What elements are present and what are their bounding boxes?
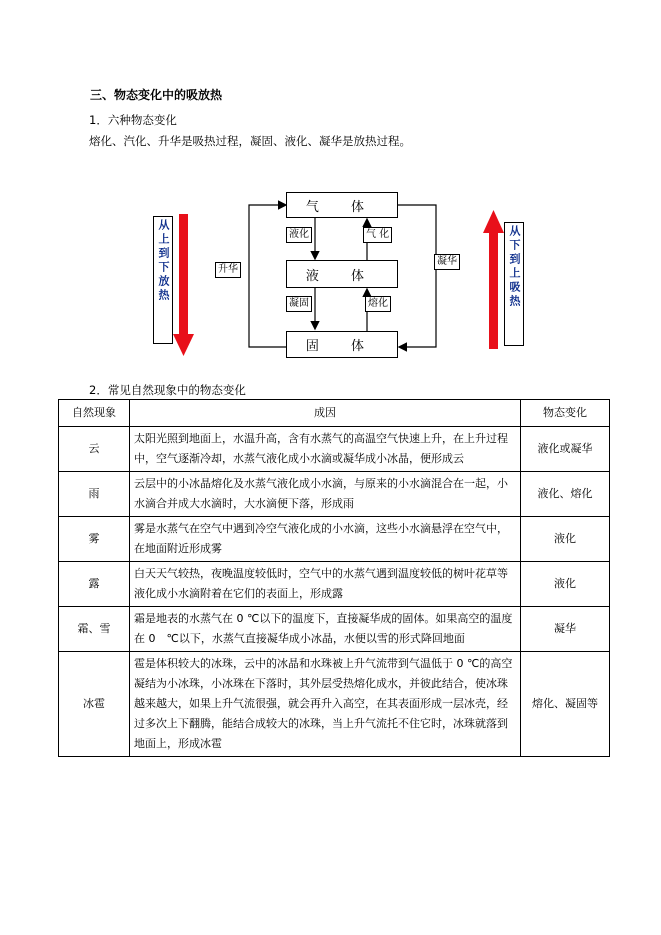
- natural-phenomena-table: [58, 399, 610, 757]
- header-cause: 成因: [130, 400, 521, 427]
- label-vaporize: 气 化: [363, 227, 392, 243]
- cell-change: 熔化、凝固等: [521, 652, 610, 757]
- cell-change: 液化: [521, 517, 610, 562]
- cell-phenomenon: 露: [59, 562, 130, 607]
- table-row: [59, 607, 610, 652]
- cell-change: 液化、熔化: [521, 472, 610, 517]
- label-solidify: 凝固: [286, 296, 312, 312]
- cell-change: 液化或凝华: [521, 427, 610, 472]
- cell-phenomenon: 霜、雪: [59, 607, 130, 652]
- state-box-liquid: 液 体: [286, 260, 398, 288]
- table-row: [59, 562, 610, 607]
- table-row: [59, 427, 610, 472]
- state-box-gas: 气 体: [286, 192, 398, 218]
- cell-phenomenon: 云: [59, 427, 130, 472]
- subsection-title-1: 1．六种物态变化: [89, 113, 177, 127]
- header-phenomenon: 自然现象: [59, 400, 130, 427]
- subsection-description: 熔化、汽化、升华是吸热过程，凝固、液化、凝华是放热过程。: [89, 134, 411, 148]
- cell-change: 凝华: [521, 607, 610, 652]
- subsection-title-2: 2．常见自然现象中的物态变化: [89, 383, 246, 397]
- cell-change: 液化: [521, 562, 610, 607]
- side-label-absorb-heat: [504, 222, 524, 346]
- table-header-row: [59, 400, 610, 427]
- cell-cause: 太阳光照到地面上，水温升高，含有水蒸气的高温空气快速上升，在上升过程中，空气逐渐冷却，水蒸气液化成小水滴或凝华成小冰晶，便形成云: [130, 427, 521, 472]
- cell-phenomenon: 雨: [59, 472, 130, 517]
- table-row: [59, 472, 610, 517]
- side-label-release-heat: [153, 216, 173, 344]
- cell-cause: 霜是地表的水蒸气在 0 ℃以下的温度下，直接凝华成的固体。如果高空的温度在 0 ℃以下，水蒸气直接凝华成小冰晶，水便以雪的形式降回地面: [130, 607, 521, 652]
- side-label-release-heat-text: 从上到下放热: [157, 219, 170, 303]
- side-label-absorb-heat-text: 从下到上吸热: [508, 225, 521, 309]
- label-liquefy: 液化: [286, 227, 312, 243]
- diagram-lines: [0, 0, 661, 380]
- label-sublimate: 升华: [215, 262, 241, 278]
- cell-cause: 雾是水蒸气在空气中遇到冷空气液化成的小水滴，这些小水滴悬浮在空气中，在地面附近形成雾: [130, 517, 521, 562]
- table-row: [59, 652, 610, 757]
- cell-phenomenon: 冰雹: [59, 652, 130, 757]
- label-deposit: 凝华: [434, 254, 460, 270]
- section-heading: 三、物态变化中的吸放热: [90, 88, 223, 102]
- cell-cause: 白天天气较热，夜晚温度较低时，空气中的水蒸气遇到温度较低的树叶花草等液化成小水滴附着在它们的表面上，形成露: [130, 562, 521, 607]
- table-row: [59, 517, 610, 562]
- cell-phenomenon: 雾: [59, 517, 130, 562]
- header-change: 物态变化: [521, 400, 610, 427]
- cell-cause: 云层中的小冰晶熔化及水蒸气液化成小水滴，与原来的小水滴混合在一起，小水滴合并成大水滴时，大水滴便下落，形成雨: [130, 472, 521, 517]
- state-box-solid: 固 体: [286, 331, 398, 358]
- cell-cause: 雹是体积较大的冰珠，云中的冰晶和水珠被上升气流带到气温低于 0 ℃的高空凝结为小冰珠，小冰珠在下落时，其外层受热熔化成水，并彼此结合，使冰珠越来越大，如果上升气流很强，就会再升入高空，在其表面形成一层冰壳，经过多次上下翻腾，能结合成较大的冰珠，当上升气流托不住它时，冰珠就落到地面上，形成冰雹: [130, 652, 521, 757]
- label-melt: 熔化: [365, 296, 391, 312]
